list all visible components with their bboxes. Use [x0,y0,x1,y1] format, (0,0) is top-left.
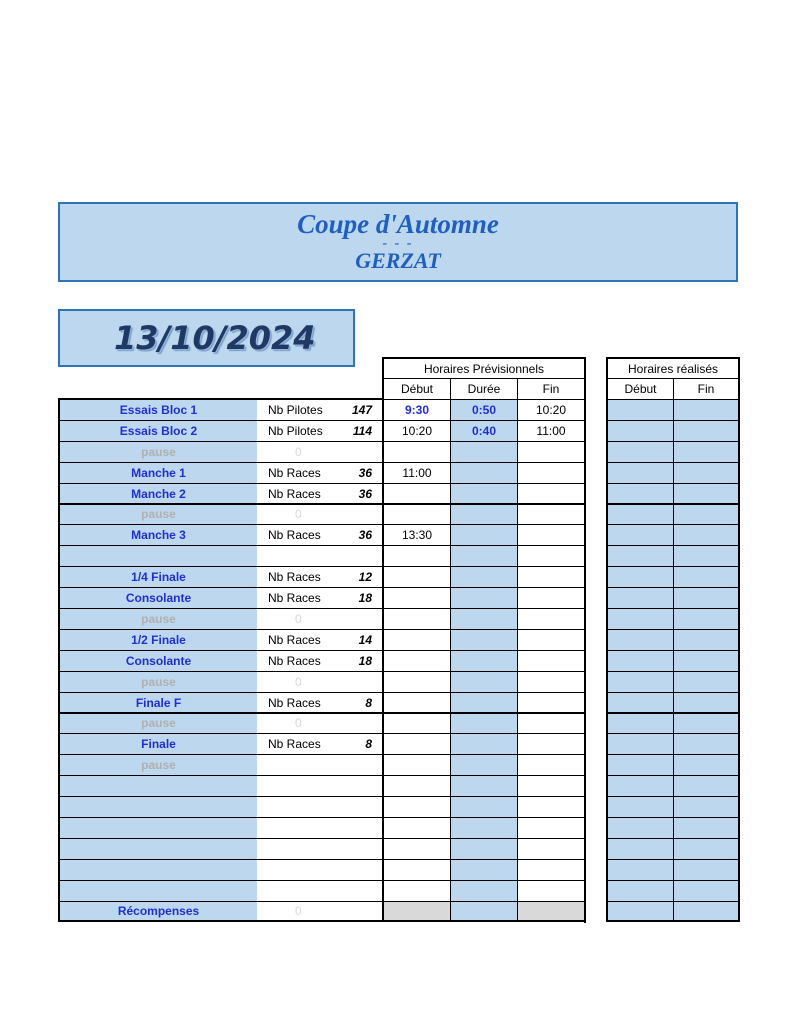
row-count: 114 [352,423,372,438]
prev-debut-cell[interactable] [382,796,451,818]
real-fin-cell[interactable] [673,859,740,881]
title-line2: GERZAT [355,248,441,273]
prev-debut-cell[interactable]: 9:30 [382,399,451,421]
prev-debut-cell[interactable] [382,629,451,651]
real-fin-cell[interactable] [673,587,740,609]
prev-duree-cell[interactable] [450,817,518,839]
row-count: 147 [351,402,372,417]
prev-duree-cell[interactable] [450,462,518,484]
real-fin-cell[interactable] [673,880,740,902]
real-fin-cell[interactable] [673,420,740,442]
prev-debut-cell[interactable] [382,650,451,672]
row-count: 36 [358,486,372,501]
row-description [257,545,383,567]
real-fin-cell[interactable] [673,671,740,693]
prev-duree-cell[interactable] [450,504,518,526]
row-description [257,566,383,588]
prev-fin-cell[interactable] [517,524,585,546]
prev-fin-cell[interactable] [517,796,585,818]
real-fin-cell[interactable] [673,441,740,463]
prev-fin-cell[interactable] [517,483,585,505]
prev-debut-cell[interactable] [382,838,451,860]
row-desc-label: Nb Races [268,737,321,752]
real-debut-cell[interactable] [606,629,674,651]
real-debut-cell[interactable] [606,713,674,735]
row-desc-label: Nb Races [268,632,321,647]
row-description [257,650,383,672]
prev-fin-cell[interactable] [517,650,585,672]
real-debut-cell[interactable] [606,754,674,776]
row-desc-label: Nb Races [268,695,321,710]
title-separator: - - - [382,236,414,251]
title-line1: Coupe d'Automne [297,209,499,239]
prev-duree-cell[interactable] [450,880,518,902]
header-prev-col-2: Fin [517,378,585,400]
prev-debut-cell[interactable] [382,566,451,588]
prev-fin-cell[interactable] [517,504,585,526]
row-description [257,399,383,421]
row-label [58,545,258,567]
prev-debut-cell[interactable] [382,441,451,463]
prev-duree-cell[interactable] [450,483,518,505]
prev-debut-cell[interactable] [382,713,451,735]
row-label [58,775,258,797]
prev-fin-cell[interactable] [517,817,585,839]
real-fin-cell[interactable] [673,483,740,505]
prev-debut-cell[interactable] [382,775,451,797]
row-count: 8 [365,695,372,710]
prev-fin-cell[interactable] [517,775,585,797]
prev-debut-cell[interactable]: 13:30 [382,524,451,546]
prev-debut-cell[interactable] [382,901,451,923]
row-description [257,420,383,442]
header-previsionnels: Horaires Prévisionnels [382,357,585,379]
row-desc-label: Nb Pilotes [268,423,323,438]
row-count: 36 [358,528,372,543]
prev-debut-cell[interactable]: 11:00 [382,462,451,484]
row-description [257,483,383,505]
row-count: 14 [358,632,372,647]
row-label: Consolante [58,587,258,609]
prev-duree-cell[interactable] [450,441,518,463]
row-zero-value: 0 [295,904,302,919]
real-debut-cell[interactable] [606,483,674,505]
row-label: Consolante [58,650,258,672]
prev-debut-cell[interactable] [382,587,451,609]
real-debut-cell[interactable] [606,399,674,421]
row-count: 18 [358,653,372,668]
row-label: Finale [58,733,258,755]
prev-debut-cell[interactable] [382,545,451,567]
row-label: 1/2 Finale [58,629,258,651]
real-debut-cell[interactable] [606,692,674,714]
prev-fin-cell[interactable] [517,671,585,693]
row-description [257,796,383,818]
prev-right-border [584,357,586,923]
row-description [257,504,383,526]
row-description [257,880,383,902]
row-description [257,775,383,797]
prev-fin-cell[interactable] [517,901,585,923]
row-description [257,524,383,546]
row-label: pause [58,671,258,693]
real-fin-cell[interactable] [673,504,740,526]
prev-duree-cell[interactable] [450,796,518,818]
row-description [257,817,383,839]
prev-duree-cell[interactable] [450,692,518,714]
prev-debut-cell[interactable] [382,504,451,526]
prev-debut-cell[interactable] [382,608,451,630]
row-description [257,733,383,755]
row-label: pause [58,754,258,776]
header-real-col-0: Début [606,378,674,400]
title-banner [58,202,738,282]
prev-debut-cell[interactable] [382,817,451,839]
row-zero-value: 0 [295,716,302,731]
real-fin-cell[interactable] [673,838,740,860]
real-fin-cell[interactable] [673,629,740,651]
row-label: Essais Bloc 1 [58,399,258,421]
row-description [257,629,383,651]
row-count: 18 [358,591,372,606]
row-description [257,838,383,860]
prev-duree-cell[interactable] [450,713,518,735]
row-description [257,859,383,881]
row-label: pause [58,608,258,630]
row-label [58,796,258,818]
prev-debut-cell[interactable] [382,692,451,714]
prev-fin-cell[interactable] [517,733,585,755]
prev-duree-cell[interactable] [450,650,518,672]
row-label: pause [58,441,258,463]
prev-duree-cell[interactable] [450,566,518,588]
row-label [58,817,258,839]
prev-duree-cell[interactable] [450,608,518,630]
row-description [257,754,383,776]
real-fin-cell[interactable] [673,733,740,755]
row-label [58,859,258,881]
prev-duree-cell[interactable] [450,859,518,881]
real-debut-cell[interactable] [606,838,674,860]
row-label: 1/4 Finale [58,566,258,588]
row-desc-label: Nb Races [268,591,321,606]
row-count: 12 [358,570,372,585]
real-fin-cell[interactable] [673,399,740,421]
real-debut-cell[interactable] [606,566,674,588]
prev-debut-cell[interactable] [382,859,451,881]
row-description [257,692,383,714]
prev-debut-cell[interactable] [382,733,451,755]
event-date: 13/10/2024 [114,319,316,357]
real-debut-cell[interactable] [606,880,674,902]
prev-duree-cell[interactable] [450,545,518,567]
row-label [58,838,258,860]
real-debut-cell[interactable] [606,524,674,546]
real-debut-cell[interactable] [606,504,674,526]
prev-fin-cell[interactable] [517,462,585,484]
row-desc-label: Nb Races [268,486,321,501]
row-description [257,441,383,463]
row-desc-label: Nb Races [268,653,321,668]
prev-fin-cell[interactable] [517,713,585,735]
row-label: Essais Bloc 2 [58,420,258,442]
prev-debut-cell[interactable]: 10:20 [382,420,451,442]
row-label: Manche 3 [58,524,258,546]
real-fin-cell[interactable] [673,817,740,839]
row-count: 8 [365,737,372,752]
real-debut-cell[interactable] [606,462,674,484]
prev-duree-cell[interactable]: 0:50 [450,399,518,421]
row-count: 36 [358,465,372,480]
prev-duree-cell[interactable] [450,629,518,651]
prev-debut-cell[interactable] [382,483,451,505]
prev-fin-cell[interactable] [517,566,585,588]
real-fin-cell[interactable] [673,796,740,818]
row-label: Manche 2 [58,483,258,505]
prev-fin-cell[interactable] [517,545,585,567]
prev-duree-cell[interactable] [450,838,518,860]
real-debut-cell[interactable] [606,545,674,567]
row-label: pause [58,713,258,735]
real-fin-cell[interactable] [673,545,740,567]
row-desc-label: Nb Races [268,465,321,480]
real-fin-cell[interactable] [673,524,740,546]
prev-fin-cell[interactable] [517,441,585,463]
row-description [257,671,383,693]
row-label: Finale F [58,692,258,714]
prev-debut-cell[interactable] [382,880,451,902]
header-prev-col-1: Durée [450,378,518,400]
real-fin-cell[interactable] [673,692,740,714]
real-debut-cell[interactable] [606,733,674,755]
real-debut-cell[interactable] [606,671,674,693]
real-fin-cell[interactable] [673,650,740,672]
row-description [257,462,383,484]
header-prev-col-0: Début [382,378,451,400]
real-debut-cell[interactable] [606,817,674,839]
prev-duree-cell[interactable] [450,754,518,776]
row-description [257,587,383,609]
real-debut-cell[interactable] [606,859,674,881]
prev-fin-cell[interactable]: 10:20 [517,399,585,421]
real-fin-cell[interactable] [673,901,740,923]
prev-fin-cell[interactable] [517,880,585,902]
header-real-col-1: Fin [673,378,740,400]
prev-duree-cell[interactable]: 0:40 [450,420,518,442]
row-description [257,608,383,630]
real-fin-cell[interactable] [673,713,740,735]
row-zero-value: 0 [295,674,302,689]
row-zero-value: 0 [295,507,302,522]
prev-duree-cell[interactable] [450,671,518,693]
real-debut-cell[interactable] [606,650,674,672]
prev-fin-cell[interactable] [517,608,585,630]
prev-duree-cell[interactable] [450,524,518,546]
real-debut-cell[interactable] [606,796,674,818]
prev-fin-cell[interactable] [517,692,585,714]
real-debut-cell[interactable] [606,775,674,797]
prev-duree-cell[interactable] [450,733,518,755]
row-label [58,880,258,902]
prev-debut-cell[interactable] [382,754,451,776]
prev-fin-cell[interactable] [517,587,585,609]
real-debut-cell[interactable] [606,608,674,630]
real-debut-cell[interactable] [606,901,674,923]
row-zero-value: 0 [295,611,302,626]
real-fin-cell[interactable] [673,754,740,776]
real-fin-cell[interactable] [673,608,740,630]
prev-fin-cell[interactable] [517,754,585,776]
real-fin-cell[interactable] [673,775,740,797]
row-desc-label: Nb Races [268,528,321,543]
row-label: pause [58,504,258,526]
table-top-border [58,398,382,400]
real-debut-cell[interactable] [606,441,674,463]
row-label: Récompenses [58,901,258,923]
row-description [257,901,383,923]
prev-fin-cell[interactable] [517,838,585,860]
prev-debut-cell[interactable] [382,671,451,693]
row-desc-label: Nb Races [268,570,321,585]
prev-fin-cell[interactable]: 11:00 [517,420,585,442]
row-description [257,713,383,735]
prev-duree-cell[interactable] [450,587,518,609]
real-debut-cell[interactable] [606,420,674,442]
real-debut-cell[interactable] [606,587,674,609]
prev-fin-cell[interactable] [517,629,585,651]
header-realises: Horaires réalisés [606,357,740,379]
real-fin-cell[interactable] [673,462,740,484]
real-fin-cell[interactable] [673,566,740,588]
prev-fin-cell[interactable] [517,859,585,881]
row-desc-label: Nb Pilotes [268,402,323,417]
prev-duree-cell[interactable] [450,901,518,923]
row-zero-value: 0 [295,444,302,459]
date-banner [58,309,355,367]
prev-duree-cell[interactable] [450,775,518,797]
row-label: Manche 1 [58,462,258,484]
